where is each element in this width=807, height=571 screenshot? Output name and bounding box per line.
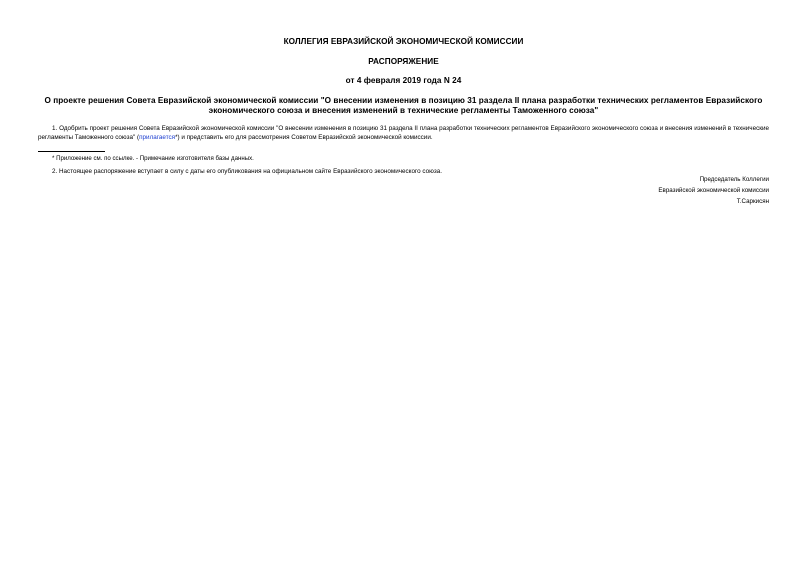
- footnote: * Приложение см. по ссылке. - Примечание изготовителя базы данных.: [52, 155, 254, 162]
- date-number-heading: от 4 февраля 2019 года N 24: [345, 76, 462, 85]
- paragraph-2: 2. Настоящее распоряжение вступает в силу с даты его опубликования на официальном сайте Евразийского экономического союза.: [52, 168, 442, 175]
- organization-heading: КОЛЛЕГИЯ ЕВРАЗИЙСКОЙ ЭКОНОМИЧЕСКОЙ КОМИССИИ: [283, 37, 524, 46]
- paragraph-1: [38, 124, 769, 142]
- document-title: О проекте решения Совета Евразийской экономической комиссии "О внесении изменения в позицию 31 раздела II плана разработки технических регламентов Евразийского экономического союза и внесения изменений в технические регламенты Таможенного союза": [44, 96, 763, 115]
- paragraph-1-text-start: 1. Одобрить проект решения Совета Евразийской экономической комиссии "О внесении изменения в позицию 31 раздела II плана разработки технических регламентов Евразийского экономического союза и внесения изменений в технические регламенты Таможенного союза" (: [38, 125, 769, 141]
- document-type-heading: РАСПОРЯЖЕНИЕ: [368, 57, 439, 66]
- paragraph-1-text-end: *) и представить его для рассмотрения Советом Евразийской экономической комиссии.: [175, 134, 433, 141]
- attachment-link[interactable]: прилагается: [139, 134, 176, 141]
- signature-position-line-2: Евразийской экономической комиссии: [658, 187, 769, 194]
- signature-name: Т.Саркисян: [736, 198, 769, 205]
- footnote-divider: [38, 151, 105, 152]
- signature-position-line-1: Председатель Коллегии: [699, 176, 769, 183]
